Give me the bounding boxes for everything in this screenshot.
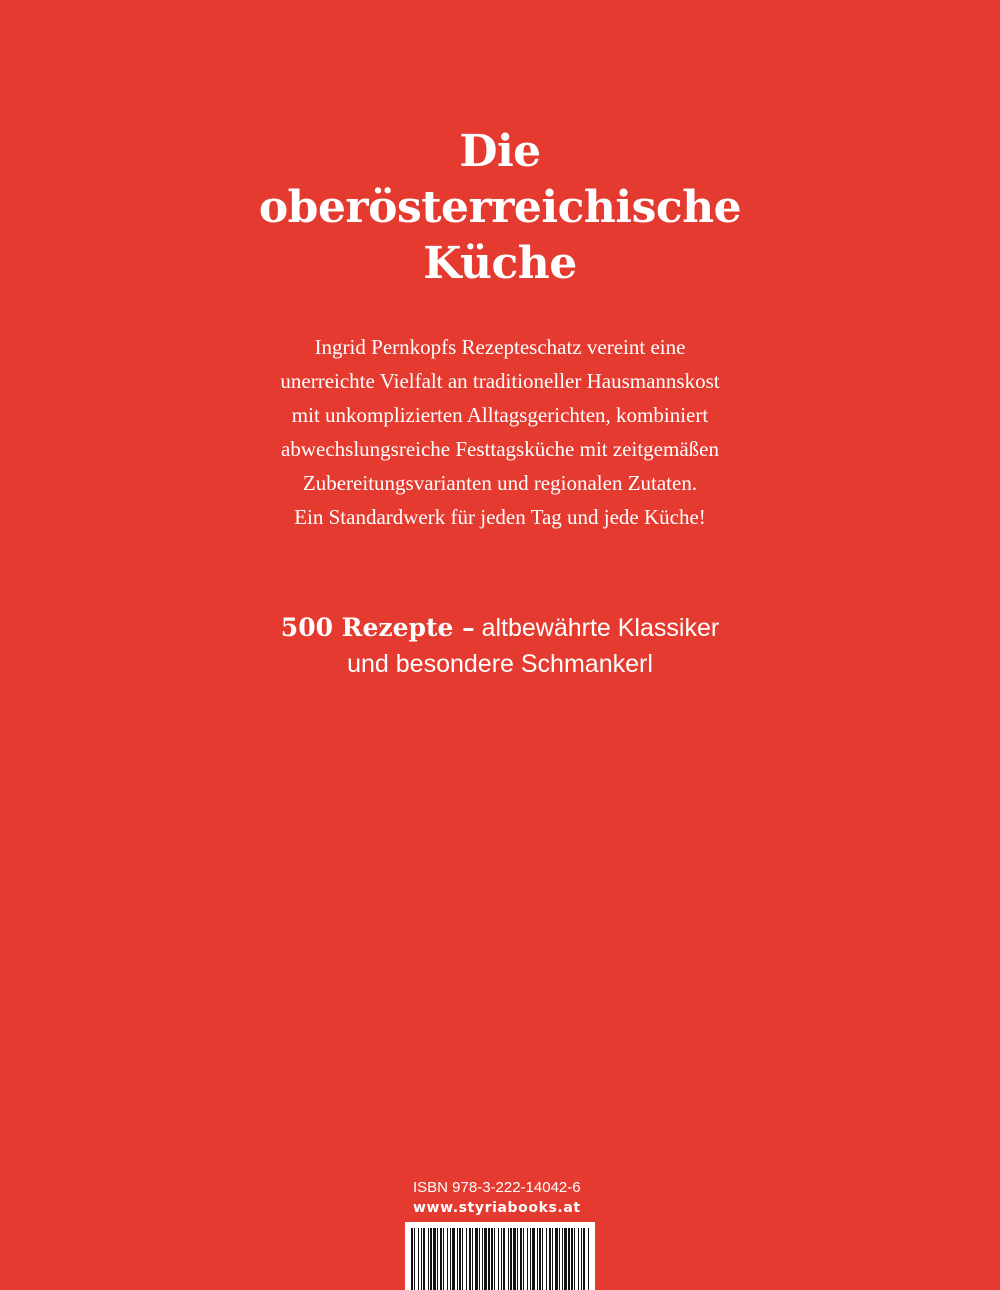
barcode-icon <box>411 1228 589 1290</box>
barcode <box>405 1222 595 1290</box>
description-line-4: abwechslungsreiche Festtagsküche mit zeitgemäßen <box>281 437 719 461</box>
tagline-line-1 <box>0 610 1000 646</box>
tagline-line-2: und besondere Schmankerl <box>347 650 653 678</box>
tagline <box>0 610 1000 682</box>
title-line-3: Küche <box>423 238 577 289</box>
imprint <box>413 1178 603 1218</box>
description-line-1: Ingrid Pernkopfs Rezepteschatz vereint eine <box>314 335 686 359</box>
publisher-url: www.styriabooks.at <box>413 1200 581 1216</box>
book-title <box>0 124 1000 292</box>
title-line-2: oberösterreichische <box>258 182 742 233</box>
tagline-recipe-count: 500 Rezepte – <box>280 613 475 642</box>
isbn-number: ISBN 978-3-222-14042-6 <box>413 1179 581 1196</box>
description-line-6: Ein Standardwerk für jeden Tag und jede Küche! <box>294 505 706 529</box>
tagline-classics: altbewährte Klassiker <box>481 614 720 642</box>
title-line-1: Die <box>459 126 541 177</box>
book-description <box>0 330 1000 534</box>
description-line-3: mit unkomplizierten Alltagsgerichten, kombiniert <box>291 403 709 427</box>
description-line-5: Zubereitungsvarianten und regionalen Zutaten. <box>302 471 698 495</box>
description-line-2: unerreichte Vielfalt an traditioneller Hausmannskost <box>280 369 720 393</box>
